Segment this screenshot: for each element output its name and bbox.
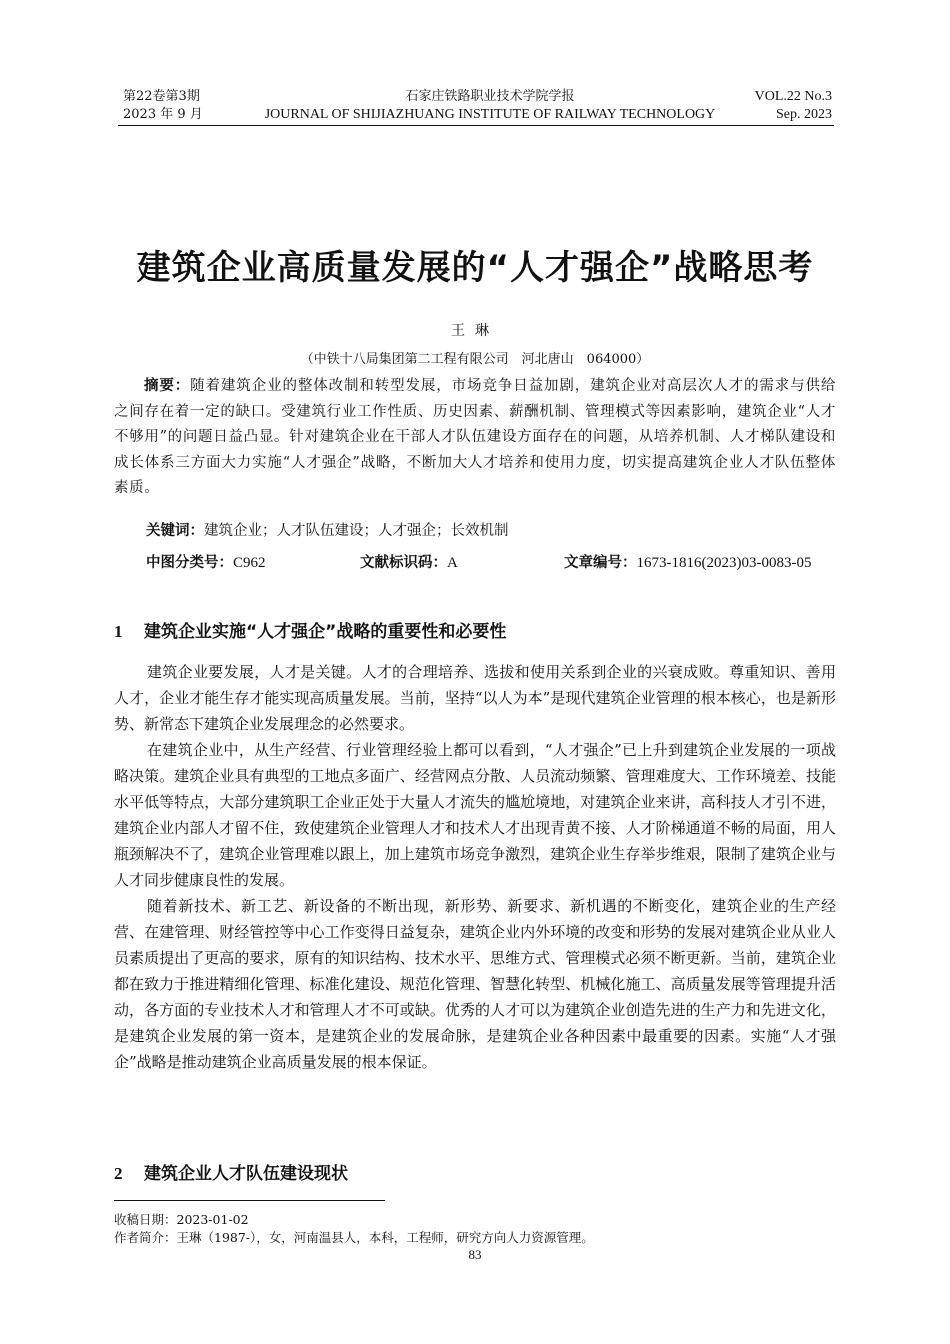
volume-issue-cn: 第22卷第3期 [123, 89, 200, 104]
keywords-label: 关键词： [146, 523, 204, 539]
footnote-rule [114, 1200, 385, 1201]
article-number-label: 文章编号： [564, 555, 637, 571]
header-right [700, 88, 832, 124]
classification-row [146, 551, 836, 577]
author-bio: 作者简介：王琳（1987-），女，河南温县人，本科，工程师，研究方向人力资源管理。 [114, 1230, 594, 1245]
section-title: 建筑企业人才队伍建设现状 [144, 1164, 348, 1184]
abstract [114, 374, 836, 502]
page-number: 83 [468, 1247, 482, 1262]
footnote [114, 1211, 594, 1247]
clc-value: C962 [233, 555, 266, 571]
journal-name-cn: 石家庄铁路职业技术学院学报 [405, 89, 575, 104]
clc-label: 中图分类号： [146, 555, 233, 571]
author-name: 王琳 [451, 323, 499, 339]
section-number: 2 [114, 1164, 123, 1183]
section-heading [114, 620, 506, 644]
keywords [146, 519, 509, 544]
section-heading [114, 1162, 348, 1186]
header-rule [118, 125, 834, 126]
document-code [360, 551, 458, 576]
journal-name-en: JOURNAL OF SHIJIAZHUANG INSTITUTE OF RAILWAY TECHNOLOGY [264, 107, 716, 122]
article-title: 建筑企业高质量发展的“人才强企”战略思考 [136, 248, 814, 288]
section-body [114, 659, 836, 1075]
keywords-text: 建筑企业；人才队伍建设；人才强企；长效机制 [204, 523, 509, 539]
section-number: 1 [114, 622, 123, 641]
header-center [240, 88, 740, 124]
date-en: Sep. 2023 [776, 107, 832, 122]
volume-issue-en: VOL.22 No.3 [754, 89, 832, 104]
author-affiliation: （中铁十八局集团第二工程有限公司 河北唐山 064000） [300, 352, 650, 367]
paragraph: 建筑企业要发展，人才是关键。人才的合理培养、选拔和使用关系到企业的兴衰成败。尊重知识、善用人才，企业才能生存才能实现高质量发展。当前，坚持“以人为本”是现代建筑企业管理的根本核心，也是新形势、新常态下建筑企业发展理念的必然要求。 [114, 663, 836, 733]
abstract-label: 摘要： [144, 378, 191, 394]
paragraph: 在建筑企业中，从生产经营、行业管理经验上都可以看到，“人才强企”已上升到建筑企业发展的一项战略决策。建筑企业具有典型的工地点多面广、经营网点分散、人员流动频繁、管理难度大、工作环境差、技能水平低等特点，大部分建筑职工企业正处于大量人才流失的尴尬境地，对建筑企业来讲，高科技人才引不进，建筑企业内部人才留不住，致使建筑企业管理人才和技术人才出现青黄不接、人才阶梯通道不畅的局面，用人瓶颈解决不了，建筑企业管理难以跟上，加上建筑市场竞争激烈，建筑企业生存举步维艰，限制了建筑企业与人才同步健康良性的发展。 [114, 741, 836, 889]
header-left [123, 88, 203, 124]
section-title: 建筑企业实施“人才强企”战略的重要性和必要性 [144, 622, 507, 642]
paragraph: 随着新技术、新工艺、新设备的不断出现，新形势、新要求、新机遇的不断变化，建筑企业的生产经营、在建管理、财经管控等中心工作变得日益复杂，建筑企业内外环境的改变和形势的发展对建筑企业从业人员素质提出了更高的要求，原有的知识结构、技术水平、思维方式、管理模式必须不断更新。当前，建筑企业都在致力于推进精细化管理、标准化建设、规范化管理、智慧化转型、机械化施工、高质量发展等管理提升活动，各方面的专业技术人才和管理人才不可或缺。优秀的人才可以为建筑企业创造先进的生产力和先进文化，是建筑企业发展的第一资本，是建筑企业的发展命脉，是建筑企业各种因素中最重要的因素。实施“人才强企”战略是推动建筑企业高质量发展的根本保证。 [114, 897, 836, 1071]
doc-value: A [447, 555, 458, 571]
doc-label: 文献标识码： [360, 555, 447, 571]
received-date: 收稿日期：2023-01-02 [114, 1212, 249, 1227]
article-number-value: 1673-1816(2023)03-0083-05 [636, 555, 812, 571]
date-cn: 2023 年 9 月 [123, 107, 203, 122]
article-number [564, 551, 811, 576]
abstract-text: 随着建筑企业的整体改制和转型发展，市场竞争日益加剧，建筑企业对高层次人才的需求与供给之间存在着一定的缺口。受建筑行业工作性质、历史因素、薪酬机制、管理模式等因素影响，建筑企业“人才不够用”的问题日益凸显。针对建筑企业在干部人才队伍建设方面存在的问题，从培养机制、人才梯队建设和成长体系三方面大力实施“人才强企”战略，不断加大人才培养和使用力度，切实提高建筑企业人才队伍整体素质。 [114, 378, 836, 496]
clc-code [146, 551, 266, 576]
